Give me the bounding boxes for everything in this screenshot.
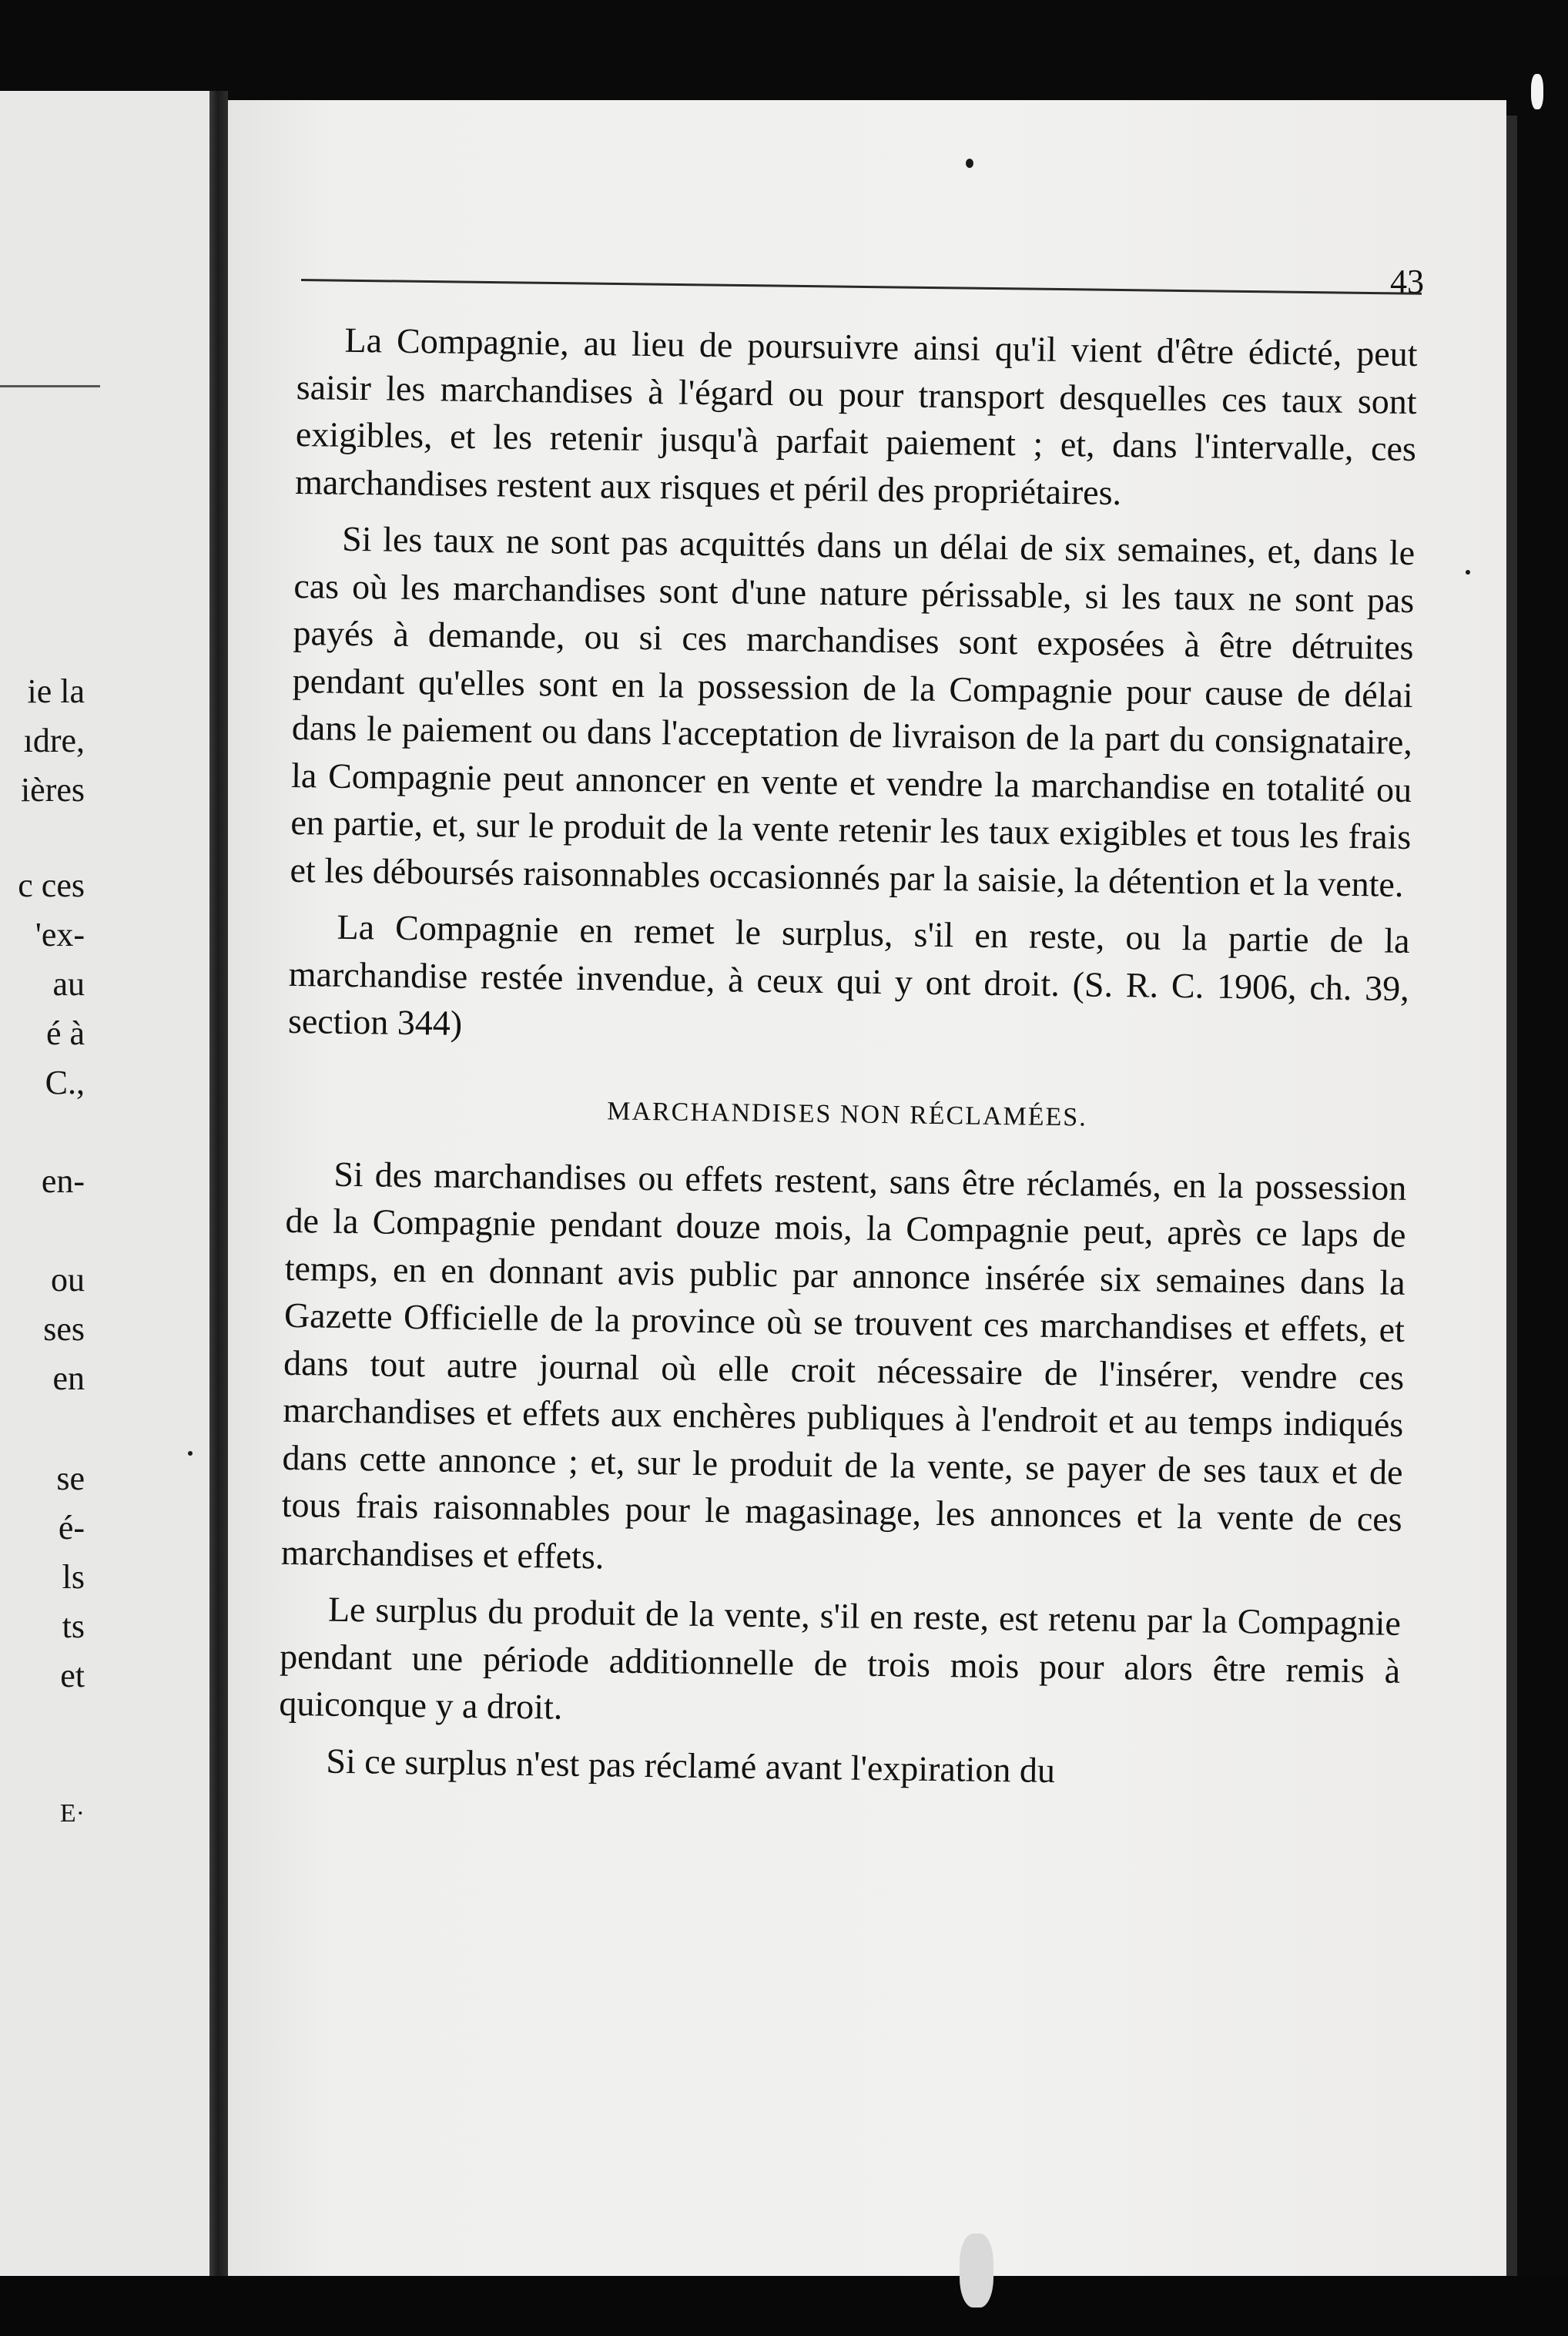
left-fragment: é à — [45, 1014, 85, 1052]
left-fragment: en- — [41, 1162, 85, 1200]
previous-page-header-rule — [0, 385, 100, 387]
left-fragment: et — [60, 1657, 85, 1694]
page-edge-shadow — [1506, 116, 1517, 2287]
previous-page-strip — [0, 91, 209, 2286]
left-fragment: ses — [43, 1310, 85, 1348]
book-gutter — [209, 91, 228, 2294]
left-fragment: au — [52, 965, 85, 1003]
dust-speck — [966, 159, 973, 168]
scan-artifact — [960, 2234, 993, 2308]
left-fragment: ts — [62, 1607, 85, 1645]
left-fragment: é- — [58, 1509, 85, 1547]
left-fragment: ls — [62, 1558, 85, 1596]
paragraph: Si les taux ne sont pas acquittés dans un délai de six semaines, et, dans le cas où les marchandises sont d'une nature périssable, si les taux ne sont pas payés à demande, ou si ces marchandises sont exposées à être détruites pendant qu'elles sont en la possession de la Compagnie pour cause de délai dans le paiement ou dans l'acceptation de livraison de la part du consignataire, la Compagnie peut annoncer en vente et vendre la marchandise en totalité ou en partie, et, sur le produit de la vente retenir les taux exigibles et tous les frais et les déboursés raisonnables occasionnés par la saisie, la détention et la vente. — [290, 518, 1416, 904]
paragraph: Si des marchandises ou effets restent, sans être réclamés, en la possession de la Compagnie pendant douze mois, la Compagnie peut, après ce laps de temps, en en donnant avis public par annonce insérée six semaines dans la Gazette Officielle de la province où se trouvent ces marchandises et effets, et dans tout autre journal où elle croit nécessaire de l'insérer, vendre ces marchandises et effets aux enchères publiques à l'endroit et au temps indiqués dans cette annonce ; et, sur le produit de la vente, se payer de ses taux et de tous frais raisonnables pour le magasinage, les annonces et la vente de ces marchandises et effets. — [280, 1154, 1407, 1576]
dust-speck — [188, 1451, 193, 1456]
left-fragment: se — [56, 1460, 85, 1497]
section-heading: MARCHANDISES NON RÉCLAMÉES. — [606, 1096, 1087, 1132]
left-fragment: 'ex- — [35, 916, 85, 954]
book-page — [228, 100, 1506, 2280]
paragraph: Le surplus du produit de la vente, s'il en reste, est retenu par la Compagnie pendant une période additionnelle de trois mois pour alors être remis à quiconque y a droit. — [279, 1589, 1402, 1727]
scan-artifact — [1531, 74, 1543, 109]
paragraph: La Compagnie en remet le surplus, s'il en reste, ou la partie de la marchandise restée invendue, à ceux qui y ont droit. (S. R. C. 1906, ch. 39, section 344) — [287, 907, 1410, 1043]
paragraph: Si ce surplus n'est pas réclamé avant l'expiration du — [326, 1741, 1056, 1790]
paragraph: La Compagnie, au lieu de poursuivre ainsi qu'il vient d'être édicté, peut saisir les marchandises à l'égard ou pour transport desquelles ces taux sont exigibles, et les retenir jusqu'à parfait paiement ; et, dans l'intervalle, ces marchandises restent aux risques et péril des propriétaires. — [294, 320, 1418, 512]
left-fragment: ou — [51, 1261, 85, 1299]
left-fragment: c ces — [18, 866, 85, 904]
page-number: 43 — [1390, 263, 1424, 300]
left-fragment: ie la — [27, 672, 85, 710]
left-fragment: E· — [59, 1799, 85, 1828]
left-fragment: ières — [20, 771, 85, 809]
scan-bottom-border — [0, 2276, 1568, 2336]
page-body — [278, 316, 1418, 1808]
left-fragment: ıdre, — [23, 722, 85, 759]
left-fragment: C., — [45, 1064, 85, 1101]
left-fragment: en — [52, 1359, 85, 1397]
dust-speck — [1466, 570, 1470, 575]
header-rule — [301, 279, 1422, 295]
